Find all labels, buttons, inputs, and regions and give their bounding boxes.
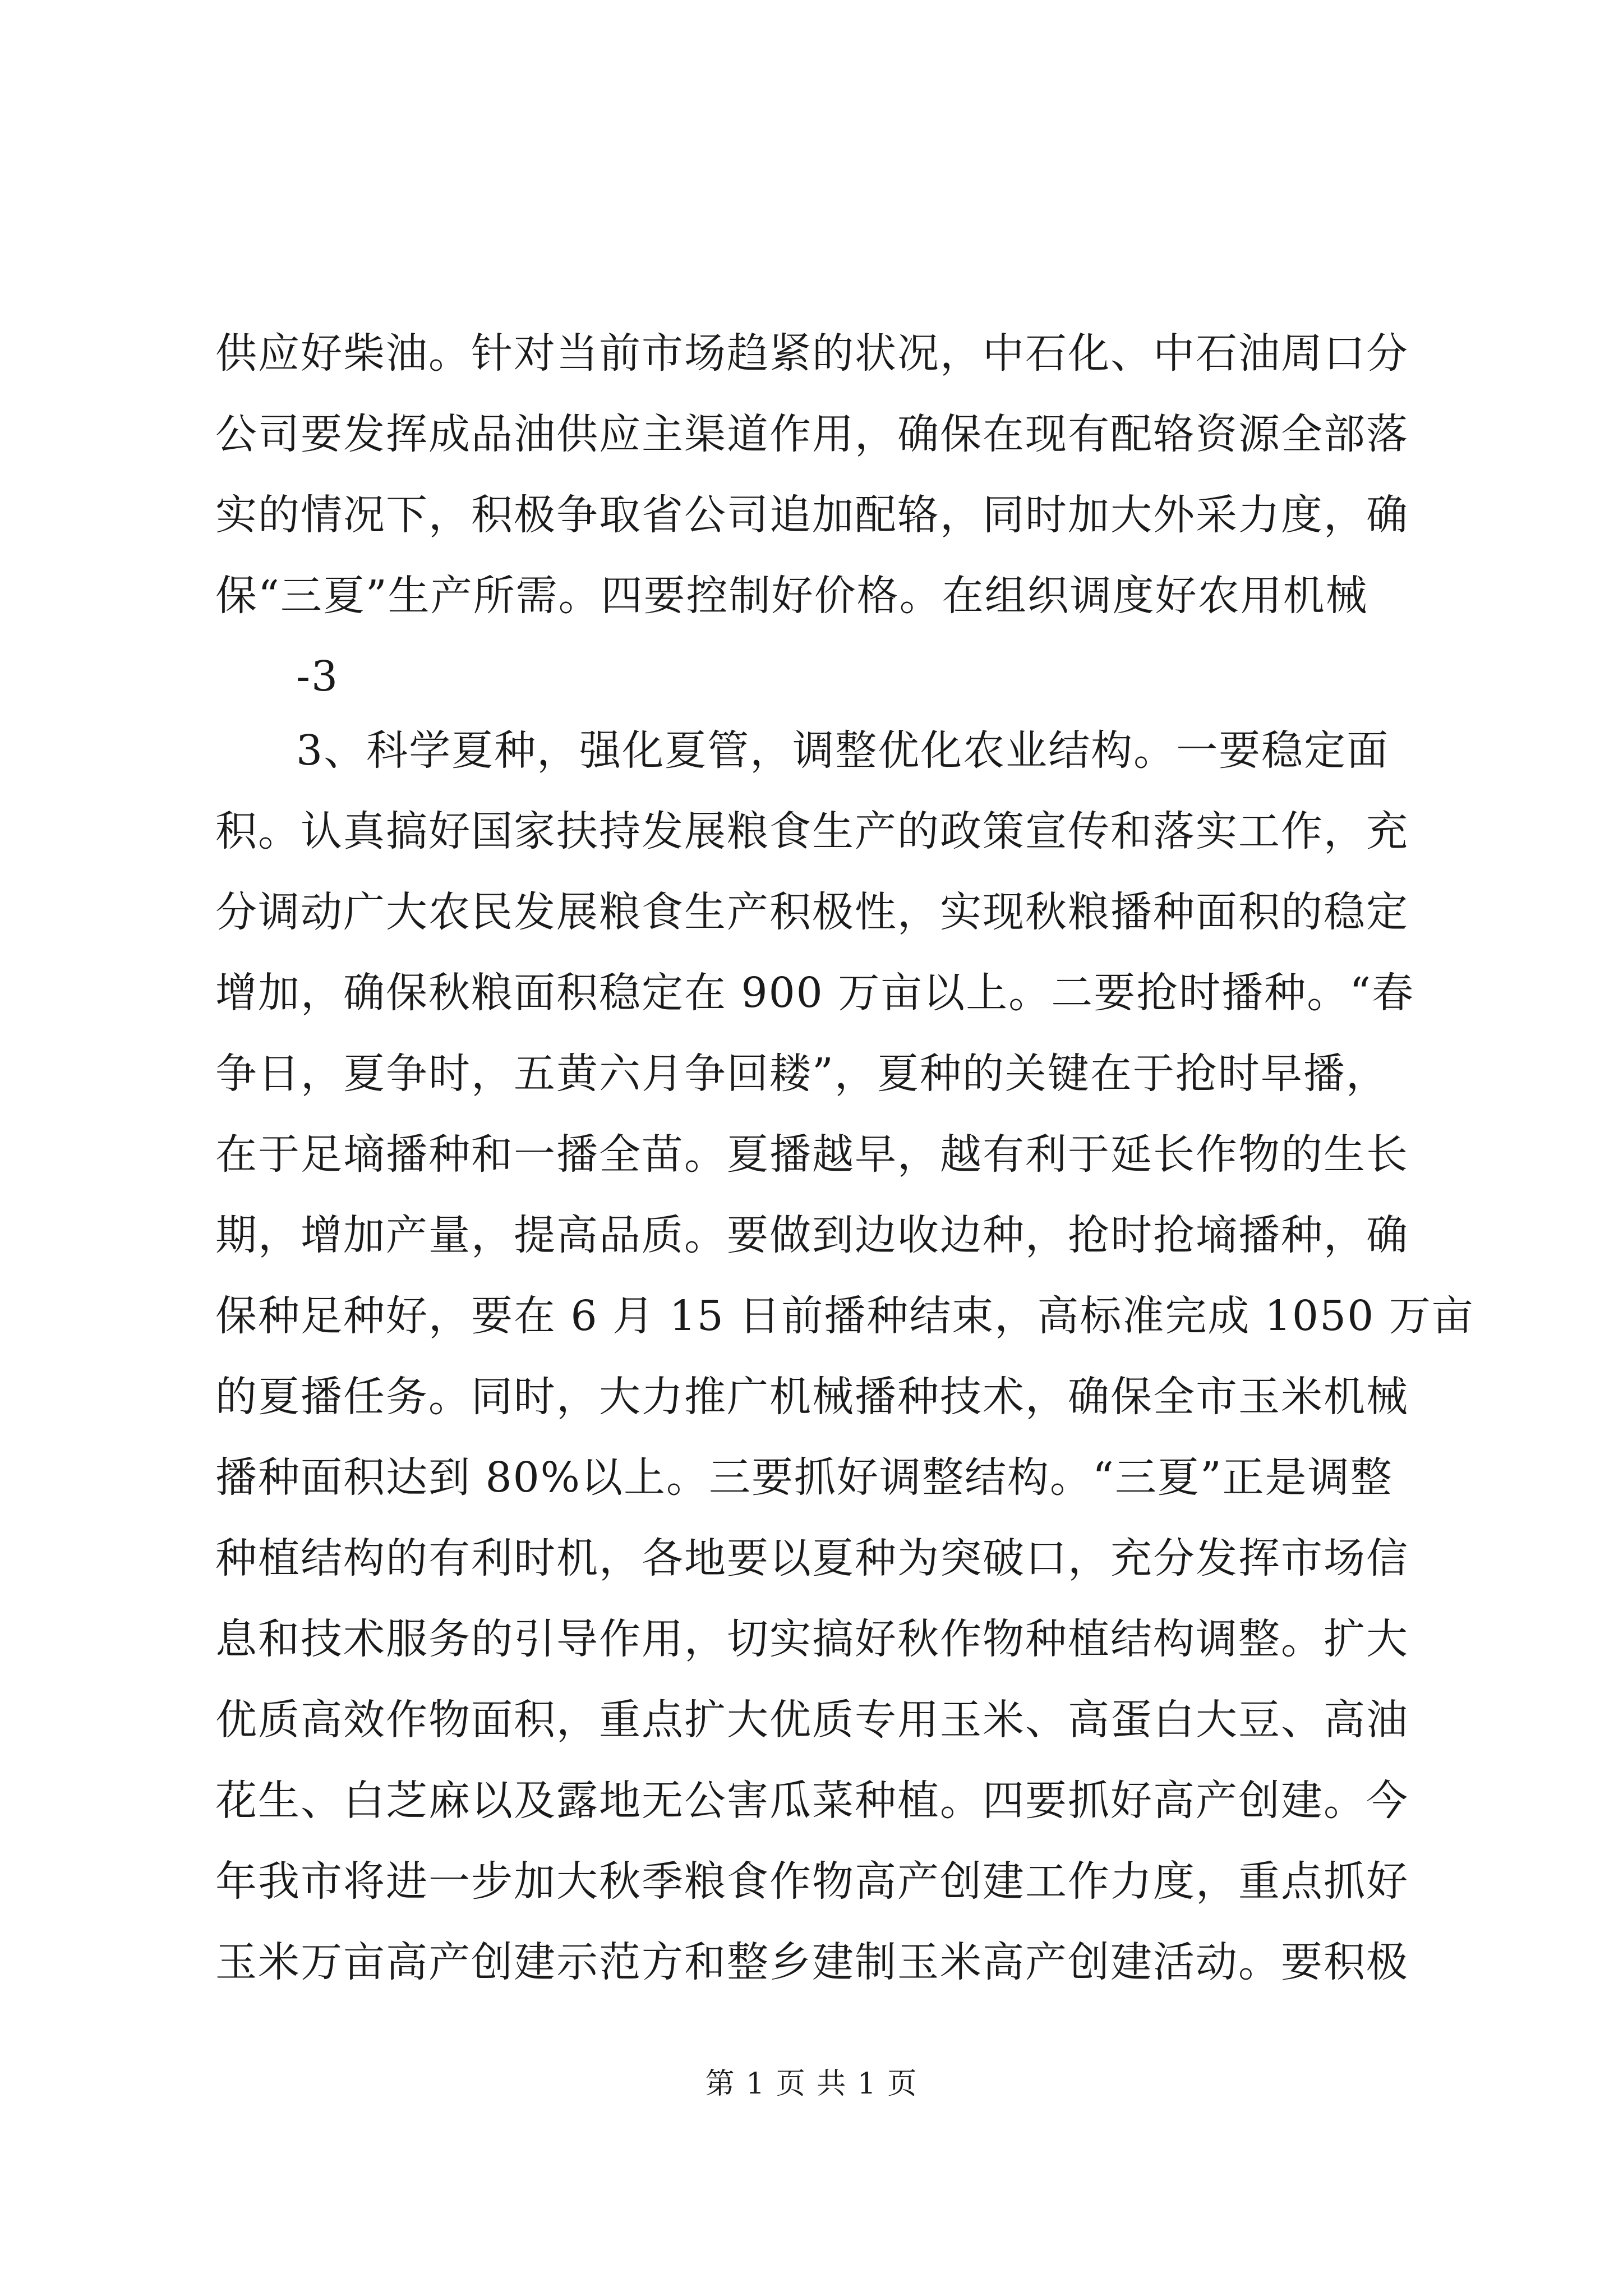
text-line: 息和技术服务的引导作用，切实搞好秋作物种植结构调整。扩大 bbox=[215, 1615, 1409, 1663]
text-line: 积。认真搞好国家扶持发展粮食生产的政策宣传和落实工作，充 bbox=[215, 807, 1409, 855]
text-line: 在于足墒播种和一播全苗。夏播越早，越有利于延长作物的生长 bbox=[215, 1130, 1409, 1179]
text-line: 期，增加产量，提高品质。要做到边收边种，抢时抢墒播种，确 bbox=[215, 1211, 1409, 1259]
text-line: 花生、白芝麻以及露地无公害瓜菜种植。四要抓好高产创建。今 bbox=[215, 1777, 1409, 1825]
page-marker: -3 bbox=[296, 652, 339, 701]
text-line: 分调动广大农民发展粮食生产积极性，实现秋粮播种面积的稳定 bbox=[215, 888, 1409, 936]
text-line: 保种足种好，要在 6 月 15 日前播种结束，高标准完成 1050 万亩 bbox=[215, 1292, 1474, 1340]
text-line: 3、科学夏种，强化夏管，调整优化农业结构。一要稳定面 bbox=[296, 726, 1390, 775]
text-line: 的夏播任务。同时，大力推广机械播种技术，确保全市玉米机械 bbox=[215, 1373, 1409, 1421]
text-line: 争日，夏争时，五黄六月争回耧”，夏种的关键在于抢时早播， bbox=[215, 1050, 1389, 1098]
text-line: 年我市将进一步加大秋季粮食作物高产创建工作力度，重点抓好 bbox=[215, 1857, 1409, 1906]
text-line: 供应好柴油。针对当前市场趋紧的状况，中石化、中石油周口分 bbox=[215, 329, 1409, 378]
text-line: 优质高效作物面积，重点扩大优质专用玉米、高蛋白大豆、高油 bbox=[215, 1696, 1409, 1744]
text-line: 实的情况下，积极争取省公司追加配辂，同时加大外采力度，确 bbox=[215, 491, 1409, 539]
page-footer: 第 1 页 共 1 页 bbox=[705, 2067, 918, 2101]
text-line: 公司要发挥成品油供应主渠道作用，确保在现有配辂资源全部落 bbox=[215, 410, 1409, 458]
text-line: 播种面积达到 80%以上。三要抓好调整结构。“三夏”正是调整 bbox=[215, 1453, 1393, 1502]
text-line: 玉米万亩高产创建示范方和整乡建制玉米高产创建活动。要积极 bbox=[215, 1938, 1409, 1986]
text-line: 增加，确保秋粮面积稳定在 900 万亩以上。二要抢时播种。“春 bbox=[215, 969, 1415, 1017]
text-line: 保“三夏”生产所需。四要控制好价格。在组织调度好农用机械 bbox=[215, 572, 1368, 620]
text-line: 种植结构的有利时机，各地要以夏种为突破口，充分发挥市场信 bbox=[215, 1534, 1409, 1582]
